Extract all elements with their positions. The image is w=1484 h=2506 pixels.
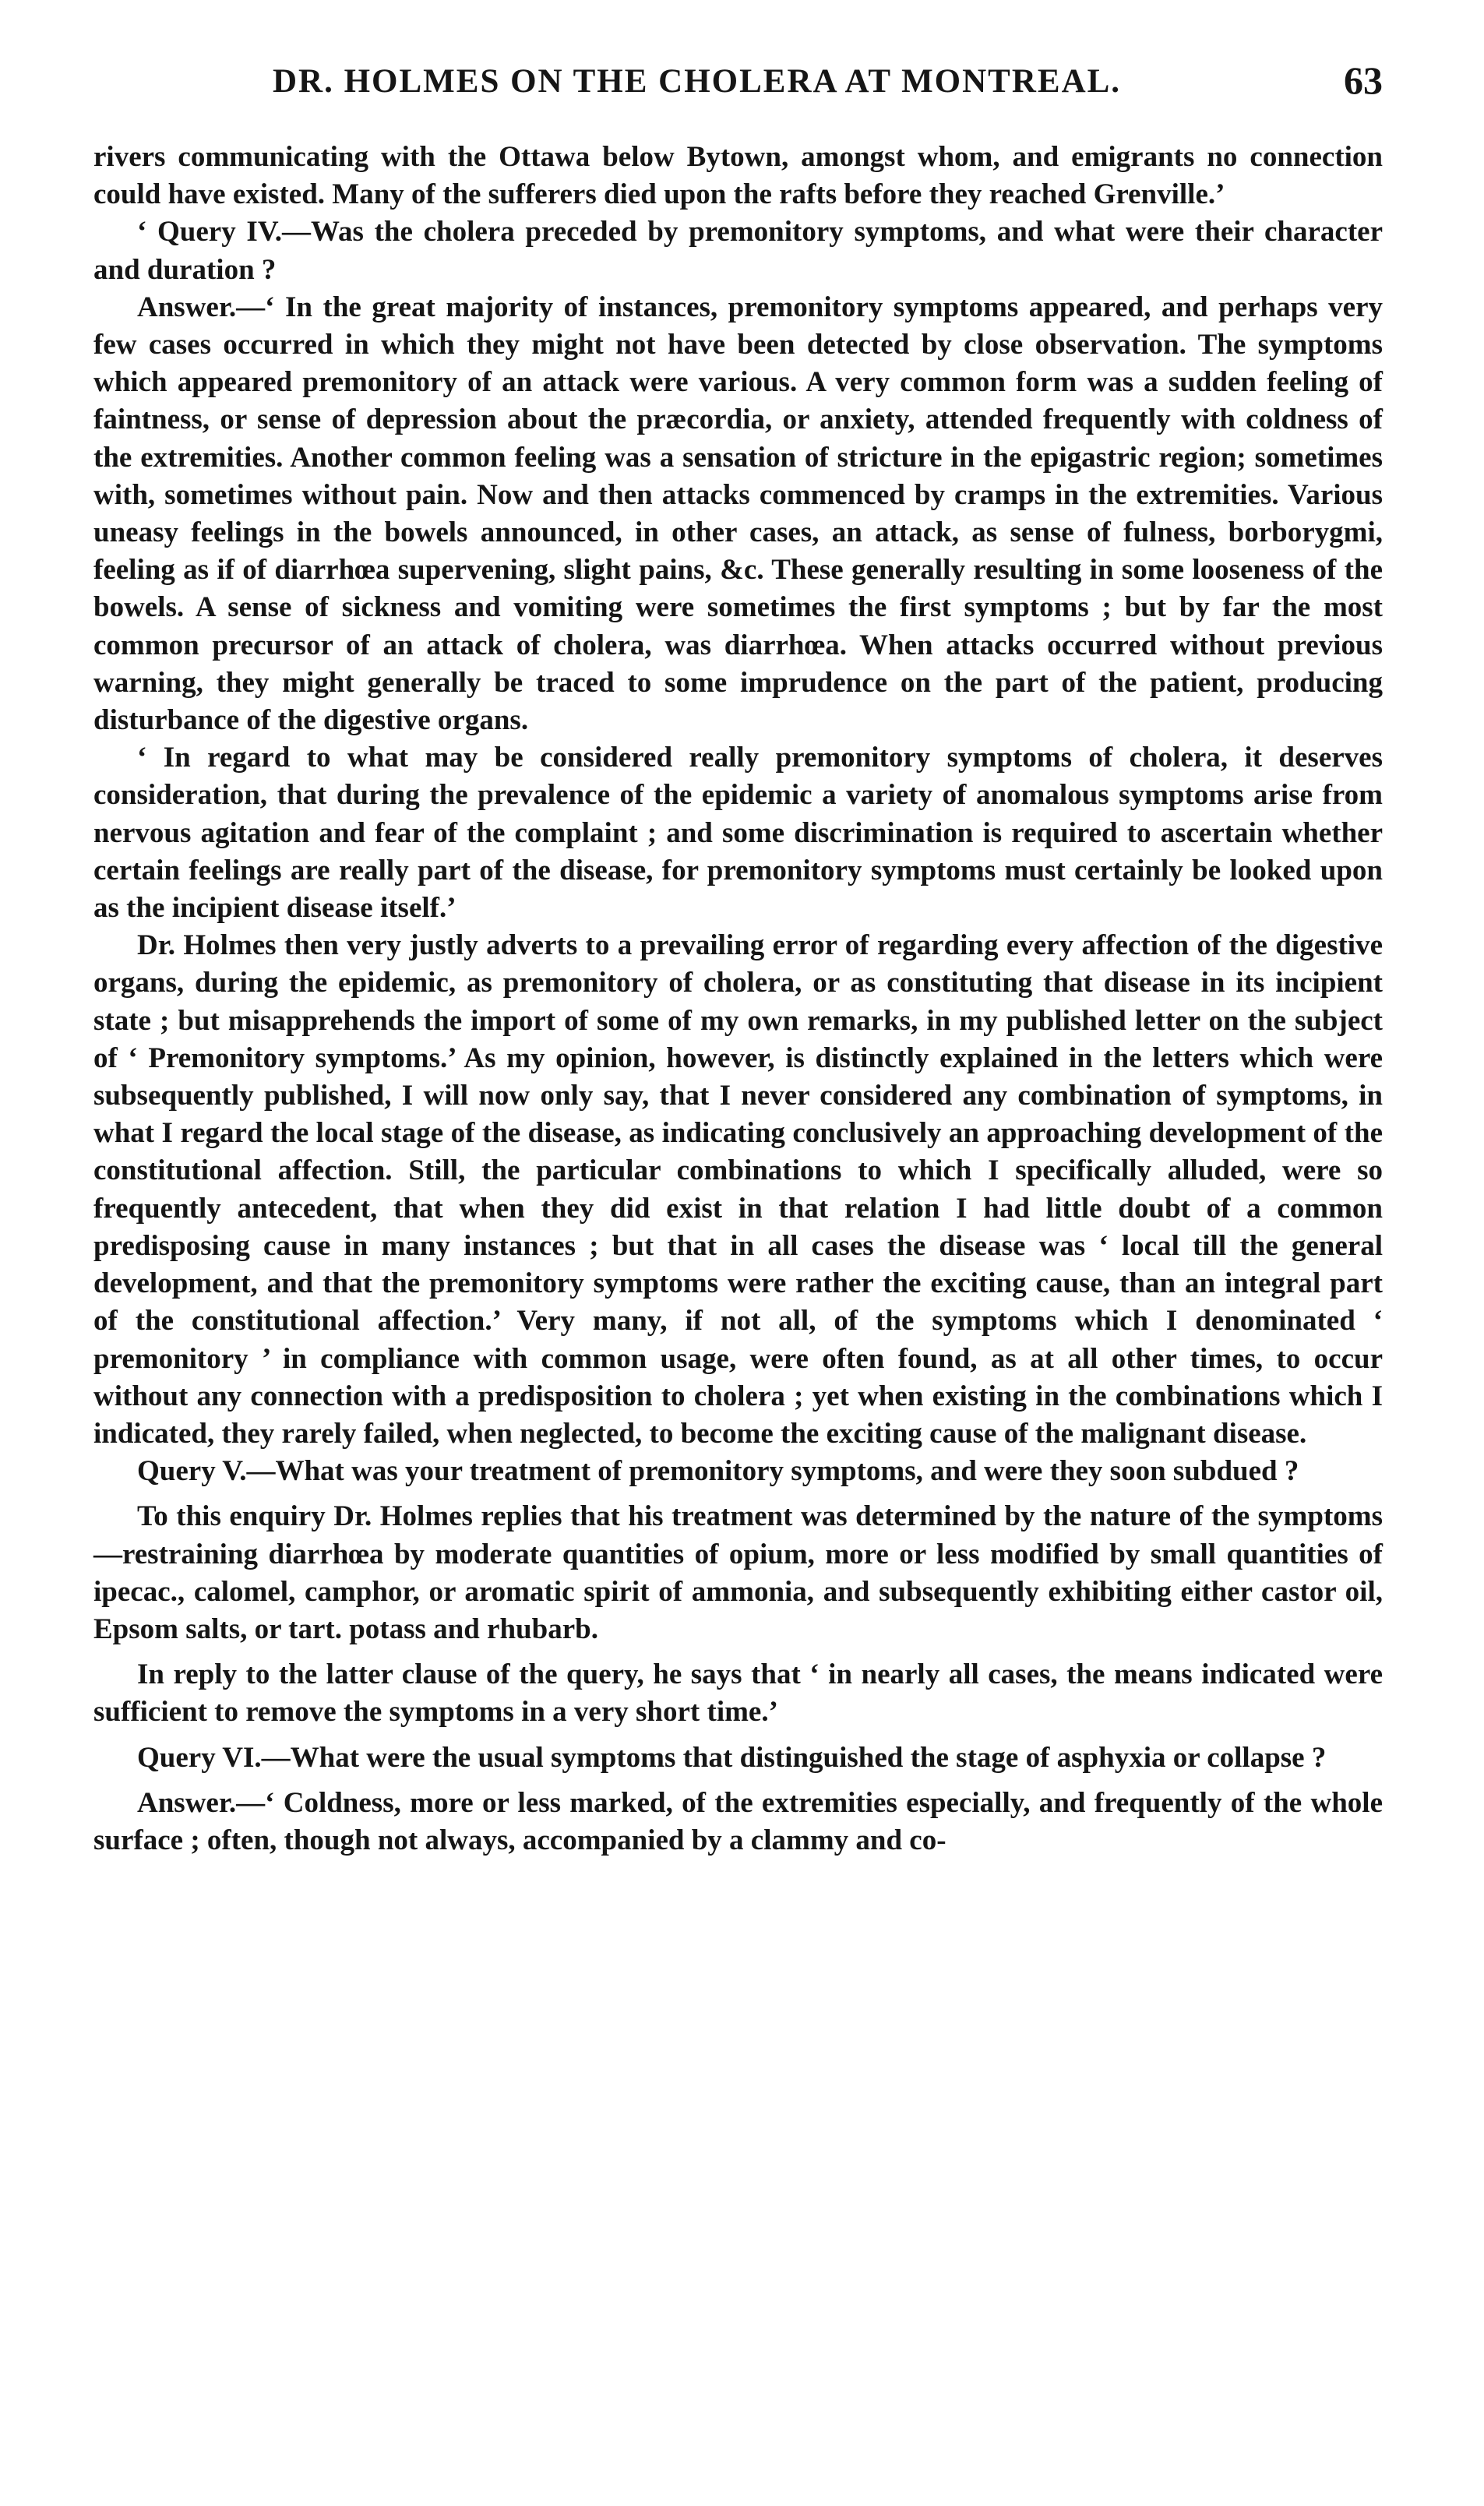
running-title: DR. HOLMES ON THE CHOLERA AT MONTREAL. [273,63,1122,100]
page-number: 63 [1344,58,1383,102]
paragraph: To this enquiry Dr. Holmes replies that his treatment was determined by the nature of the symptoms—restraining diarrhœa by moderate quantities of opium, more or less modified by small quantities of ipecac., calomel, camphor, or aromatic spirit of ammonia, and subsequently exhibiting either castor oil, Epsom salts, or tart. potass and rhubarb. [93,1500,1383,1645]
paragraph: Query VI.—What were the usual symptoms that distinguished the stage of asphyxia or collapse ? [137,1741,1327,1774]
paragraph: Answer.—‘ Coldness, more or less marked, of the extremities especially, and frequently of the whole surface ; often, though not always, accompanied by a clammy and co- [93,1786,1383,1856]
paragraph: ‘ In regard to what may be considered really premonitory symptoms of cholera, it deserves consideration, that during the prevalence of the epidemic a variety of anomalous symptoms arise from nervous agitation and fear of the complaint ; and some discrimination is required to ascertain whether certain feelings are really part of the disease, for premonitory symptoms must certainly be looked upon as the incipient disease itself.’ [93,742,1383,925]
paragraph: rivers communicating with the Ottawa below Bytown, amongst whom, and emigrants no connection could have existed. Many of the sufferers died upon the rafts before they reached Grenville.’ [93,141,1383,211]
paragraph: In reply to the latter clause of the query, he says that ‘ in nearly all cases, the means indicated were sufficient to remove the symptoms in a very short time.’ [93,1658,1383,1729]
paragraph: ‘ Query IV.—Was the cholera preceded by premonitory symptoms, and what were their character and duration ? [93,216,1383,286]
body-text [93,139,1383,1859]
paragraph: Query V.—What was your treatment of premonitory symptoms, and were they soon subdued ? [137,1455,1299,1488]
paragraph: Answer.—‘ In the great majority of instances, premonitory symptoms appeared, and perhaps very few cases occurred in which they might not have been detected by close observation. The symptoms which appeared premonitory of an attack were various. A very common form was a sudden feeling of faintness, or sense of depression about the præcordia, or anxiety, attended frequently with coldness of the extremities. Another common feeling was a sensation of stricture in the epigastric region; sometimes with, sometimes without pain. Now and then attacks commenced by cramps in the extremities. Various uneasy feelings in the bowels announced, in other cases, an attack, as sense of fulness, borborygmi, feeling as if of diarrhœa supervening, slight pains, &c. These generally resulting in some looseness of the bowels. A sense of sickness and vomiting were sometimes the first symptoms ; but by far the most common precursor of an attack of cholera, was diarrhœa. When attacks occurred without previous warning, they might generally be traced to some imprudence on the part of the patient, producing disturbance of the digestive organs. [93,291,1383,737]
page-header [93,55,1383,117]
paragraph: Dr. Holmes then very justly adverts to a prevailing error of regarding every affection of the digestive organs, during the epidemic, as premonitory of cholera, or as constituting that disease in its incipient state ; but misapprehends the import of some of my own remarks, in my published letter on the subject of ‘ Premonitory symptoms.’ As my opinion, however, is distinctly explained in the letters which were subsequently published, I will now only say, that I never considered any combination of symptoms, in what I regard the local stage of the disease, as indicating conclusively an approaching development of the constitutional affection. Still, the particular combinations to which I specifically alluded, were so frequently antecedent, that when they did exist in that relation I had little doubt of a common predisposing cause in many instances ; but that in all cases the disease was ‘ local till the general development, and that the premonitory symptoms were rather the exciting cause, than an integral part of the constitutional affection.’ Very many, if not all, of the symptoms which I denominated ‘ premonitory ’ in compliance with common usage, were often found, as at all other times, to occur without any connection with a predisposition to cholera ; yet when existing in the combinations which I indicated, they rarely failed, when neglected, to become the exciting cause of the malignant disease. [93,929,1383,1450]
